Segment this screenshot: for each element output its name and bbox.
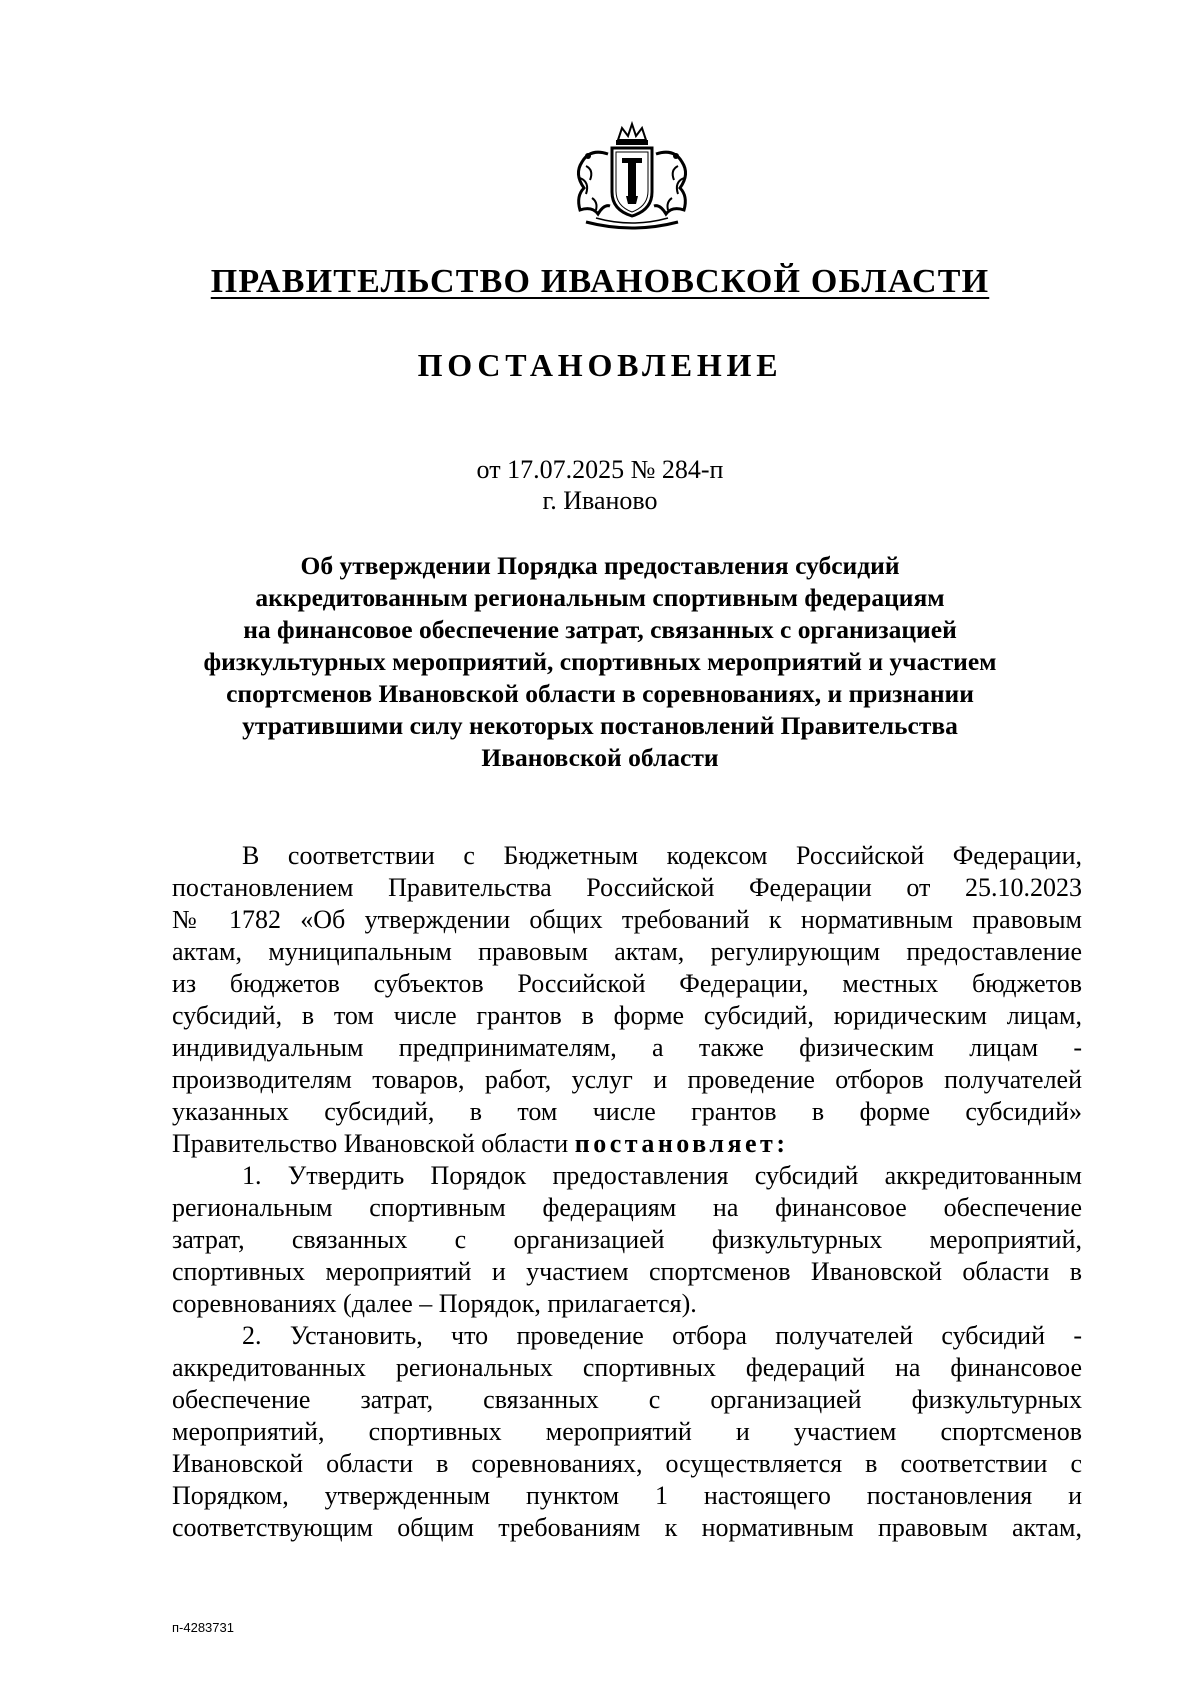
body-line <box>172 1128 1082 1160</box>
body-line-text: указанных субсидий, в том числе грантов в форме субсидий» <box>172 1097 1082 1126</box>
body-line <box>172 872 1082 904</box>
body-line <box>172 1160 1082 1192</box>
body-line <box>172 1512 1082 1544</box>
resolution-keyword: постановляет: <box>574 1129 789 1158</box>
body-line-text: соответствующим общим требованиям к нормативным правовым актам, <box>172 1513 1082 1542</box>
body-line-text: № 1782 «Об утверждении общих требований к нормативным правовым <box>172 905 1082 934</box>
body-line-text: затрат, связанных с организацией физкультурных мероприятий, <box>172 1225 1082 1254</box>
body-line-text: постановлением Правительства Российской Федерации от 25.10.2023 <box>172 873 1082 902</box>
body-line <box>172 1448 1082 1480</box>
body-line-text: обеспечение затрат, связанных с организацией физкультурных <box>172 1385 1082 1414</box>
body-line <box>172 1192 1082 1224</box>
body-line-text: соревнованиях (далее – Порядок, прилагается). <box>172 1289 697 1318</box>
subject-line: аккредитованным региональным спортивным федерациям <box>255 583 945 612</box>
body-line-text: субсидий, в том числе грантов в форме субсидий, юридическим лицам, <box>172 1001 1082 1030</box>
body-line <box>172 904 1082 936</box>
body-line <box>172 1320 1082 1352</box>
body-line-text: мероприятий, спортивных мероприятий и участием спортсменов <box>172 1417 1082 1446</box>
body-line-text: 1. Утвердить Порядок предоставления субсидий аккредитованным <box>242 1161 1082 1190</box>
document-body <box>172 840 1082 1544</box>
body-line <box>172 1288 1082 1320</box>
document-code: п-4283731 <box>172 1620 234 1635</box>
body-line-text: Ивановской области в соревнованиях, осуществляется в соответствии с <box>172 1449 1082 1478</box>
document-subject <box>150 550 1050 774</box>
body-line <box>172 1000 1082 1032</box>
body-line-text: Правительство Ивановской области <box>172 1129 575 1158</box>
government-title-text: ПРАВИТЕЛЬСТВО ИВАНОВСКОЙ ОБЛАСТИ <box>210 263 990 300</box>
subject-line: физкультурных мероприятий, спортивных мероприятий и участием <box>203 647 997 676</box>
body-line <box>172 1352 1082 1384</box>
date-number: от 17.07.2025 № 284-п <box>476 455 724 484</box>
subject-line: утратившими силу некоторых постановлений Правительства <box>242 711 958 740</box>
city: г. Иваново <box>542 486 658 515</box>
subject-line: спортсменов Ивановской области в соревнованиях, и признании <box>226 679 974 708</box>
body-line <box>172 936 1082 968</box>
body-line <box>172 1032 1082 1064</box>
body-line <box>172 1480 1082 1512</box>
document-meta <box>0 454 1200 516</box>
body-line-text: Порядком, утвержденным пунктом 1 настоящего постановления и <box>172 1481 1082 1510</box>
body-line <box>172 1224 1082 1256</box>
subject-line: Ивановской области <box>481 743 719 772</box>
body-line <box>172 968 1082 1000</box>
body-line <box>172 1256 1082 1288</box>
body-line-text: 2. Установить, что проведение отбора получателей субсидий - <box>242 1321 1082 1350</box>
body-line <box>172 1384 1082 1416</box>
government-title <box>0 262 1200 302</box>
subject-line: Об утверждении Порядка предоставления субсидий <box>300 551 900 580</box>
body-line-text: аккредитованных региональных спортивных федераций на финансовое <box>172 1353 1082 1382</box>
document-type: ПОСТАНОВЛЕНИЕ <box>417 347 783 383</box>
body-line <box>172 1096 1082 1128</box>
body-line-text: актам, муниципальным правовым актам, регулирующим предоставление <box>172 937 1082 966</box>
body-line-text: В соответствии с Бюджетным кодексом Российской Федерации, <box>242 841 1082 870</box>
coat-of-arms-icon <box>556 118 708 236</box>
body-line <box>172 1416 1082 1448</box>
body-line-text: спортивных мероприятий и участием спортсменов Ивановской области в <box>172 1257 1082 1286</box>
subject-line: на финансовое обеспечение затрат, связанных с организацией <box>243 615 957 644</box>
body-line-text: производителям товаров, работ, услуг и проведение отборов получателей <box>172 1065 1082 1094</box>
body-line-text: региональным спортивным федерациям на финансовое обеспечение <box>172 1193 1082 1222</box>
body-line-text: из бюджетов субъектов Российской Федерации, местных бюджетов <box>172 969 1082 998</box>
body-line <box>172 1064 1082 1096</box>
body-line-text: индивидуальным предпринимателям, а также физическим лицам - <box>172 1033 1082 1062</box>
body-line <box>172 840 1082 872</box>
